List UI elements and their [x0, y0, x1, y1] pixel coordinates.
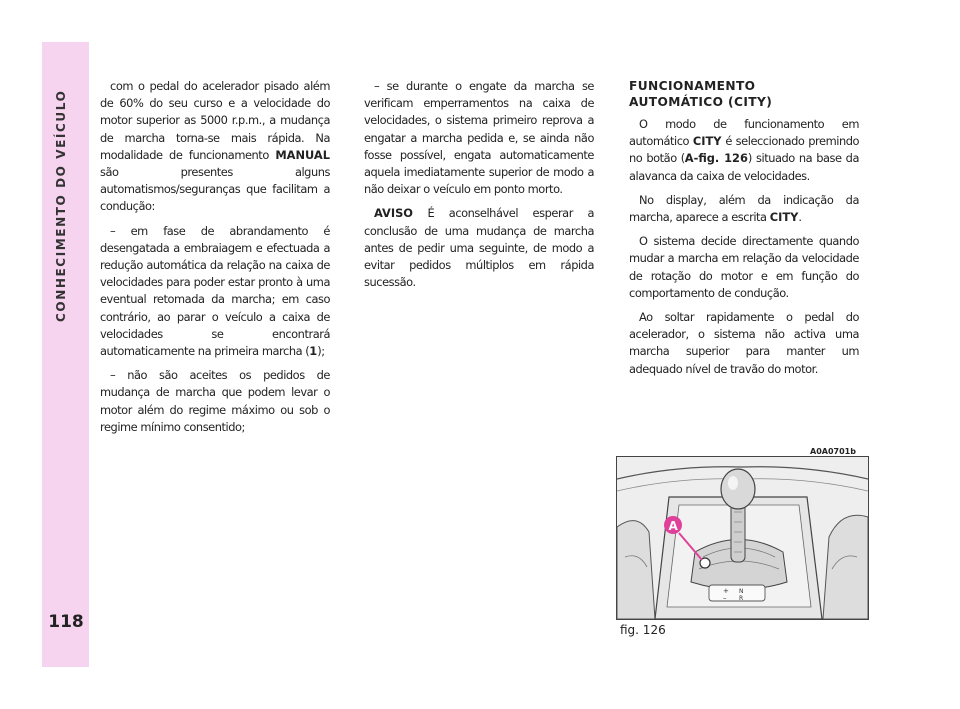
- text-column-3: [629, 78, 859, 385]
- paragraph: com o pedal do acelerador pisado além de 60% do seu curso e a velocidade do motor superior as 5000 r.p.m., a mudança de marcha torna-se mais rápida. Na modalidade de funcionamento MANUAL são presentes alguns automatismos/seguranças que facilitam a condução:: [100, 79, 330, 214]
- warning-paragraph: AVISO É aconselhável esperar a conclusão de uma mudança de marcha antes de pedir uma seguinte, de modo a evitar pedidos múltiplos em rápida sucessão.: [364, 206, 594, 290]
- gear-label-minus: –: [723, 594, 727, 602]
- section-title: CONHECIMENTO DO VEÍCULO: [54, 89, 68, 322]
- warning-label: AVISO: [374, 206, 413, 221]
- gear-label-r: R: [739, 595, 744, 602]
- paragraph: Ao soltar rapidamente o pedal do acelerador, o sistema não activa uma marcha superior para manter um adequado nível de travão do motor.: [629, 310, 859, 376]
- paragraph: – não são aceites os pedidos de mudança de marcha que podem levar o motor além do regime máximo ou sob o regime mínimo consentido;: [100, 368, 330, 434]
- paragraph: O sistema decide directamente quando mudar a marcha em relação da velocidade de rotação do motor e em função do comportamento de condução.: [629, 234, 859, 300]
- text-column-2: [364, 78, 594, 298]
- figure-caption: fig. 126: [620, 623, 666, 637]
- gear-console-drawing: [617, 457, 868, 619]
- figure-code: A0A0701b: [810, 447, 856, 456]
- paragraph: O modo de funcionamento em automático CITY é seleccionado premindo no botão (A-fig. 126) situado na base da alavanca da caixa de velocidades.: [629, 117, 860, 183]
- gear-label-plus: +: [723, 587, 729, 595]
- text-column-1: [100, 78, 330, 443]
- page-number: 118: [48, 612, 84, 632]
- paragraph: – em fase de abrandamento é desengatada a embraiagem e efectuada a redução automática da relação na caixa de velocidades para poder estar pronto à uma eventual retomada da marcha; em caso contrário, ao parar o veículo a caixa de velocidades se encontrará automaticamente na primeira marcha (1);: [100, 223, 330, 359]
- gear-label-n: N: [739, 588, 744, 595]
- paragraph: No display, além da indicação da marcha, aparece a escrita CITY.: [629, 192, 859, 225]
- section-heading: FUNCIONAMENTO AUTOMÁTICO (CITY): [629, 79, 773, 109]
- paragraph: – se durante o engate da marcha se verificam emperramentos na caixa de velocidades, o sistema primeiro reprova a engatar a marcha pedida e, se ainda não fosse possível, engata automaticamente aquela imediatamente superior de modo a não deixar o veículo em ponto morto.: [364, 79, 594, 197]
- gear-lever-illustration: [616, 456, 869, 620]
- callout-label: A: [668, 519, 678, 533]
